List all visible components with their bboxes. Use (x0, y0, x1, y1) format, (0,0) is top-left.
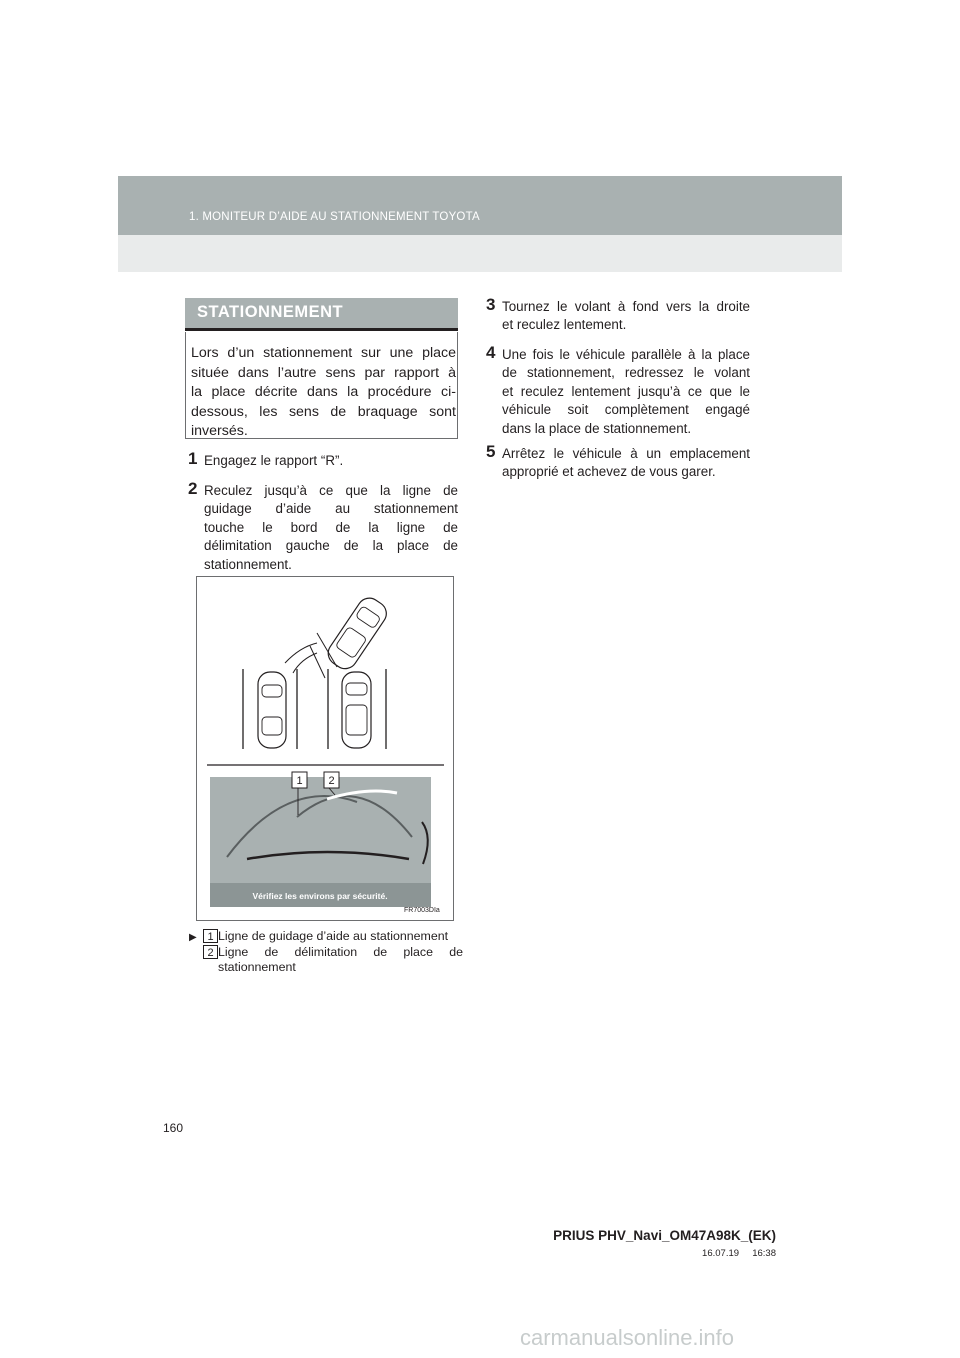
note-line: située dans l’autre sens par rapport à (191, 364, 456, 381)
watermark: carmanualsonline.info (520, 1325, 735, 1350)
section-title: STATIONNEMENT (197, 303, 344, 321)
document-date: 16.07.19 16:38 (702, 1248, 776, 1259)
step-4 (486, 343, 750, 438)
note-line: inversés. (191, 423, 248, 439)
step-line: Arrêtez le véhicule à un emplacement (502, 446, 750, 461)
parking-illustration (197, 577, 453, 920)
chapter-title: 1. MONITEUR D’AIDE AU STATIONNEMENT TOYOTA (189, 211, 480, 223)
legend-line: stationnement (218, 960, 296, 974)
step-number: 1 (188, 449, 198, 468)
step-line: guidage d’aide au stationnement (204, 501, 458, 517)
callout-label: 2 (328, 775, 335, 787)
step-line: touche le bord de la ligne de (204, 519, 458, 535)
parked-car-left (258, 672, 286, 748)
step-number: 5 (486, 442, 496, 461)
note-line: dessous, les sens de braquage sont (191, 403, 456, 420)
callout-1 (292, 772, 307, 788)
step-line: et reculez lentement. (502, 317, 627, 333)
step-line: délimitation gauche de la place de (204, 538, 458, 554)
page-number: 160 (163, 1121, 184, 1135)
legend-number: 1 (203, 929, 218, 943)
legend-line: Ligne de délimitation de place de (218, 945, 463, 959)
legend-text (218, 929, 463, 944)
header-band (118, 176, 842, 235)
parking-diagram (196, 576, 454, 921)
step-line: Une fois le véhicule parallèle à la place (502, 347, 750, 362)
step-line: Tournez le volant à fond vers la droite (502, 299, 750, 314)
document-id: PRIUS PHV_Navi_OM47A98K_(EK) (553, 1228, 776, 1243)
figure-code: FR7003DIa (404, 907, 440, 914)
callout-label: 1 (296, 775, 303, 787)
step-1 (188, 449, 460, 470)
step-2 (188, 479, 458, 574)
section-note (191, 344, 456, 442)
callout-2 (324, 772, 339, 788)
screen-message: Vérifiez les environs par sécurité. (252, 891, 388, 901)
note-line: la place décrite dans la procédure ci- (191, 384, 456, 400)
legend-text (218, 945, 463, 975)
step-line: de stationnement, redressez le volant (502, 365, 750, 381)
step-line: Engagez le rapport “R”. (204, 453, 344, 468)
legend-line: Ligne de guidage d’aide au stationnement (218, 929, 449, 943)
parked-car-right (342, 672, 371, 748)
arrow-icon: ▶ (189, 932, 197, 943)
step-number: 4 (486, 343, 496, 362)
step-3 (486, 295, 750, 335)
step-5 (486, 442, 750, 482)
note-line: Lors d’un stationnement sur une place (191, 345, 456, 361)
step-number: 2 (188, 479, 198, 498)
step-number: 3 (486, 295, 496, 314)
step-line: véhicule soit complètement engagé (502, 402, 750, 418)
camera-screen (210, 777, 431, 907)
step-line: approprié et achevez de vous garer. (502, 464, 716, 480)
step-line: stationnement. (204, 556, 292, 572)
legend-number: 2 (203, 945, 218, 959)
step-line: et reculez lentement jusqu’à ce que le (502, 383, 750, 399)
step-line: dans la place de stationnement. (502, 420, 692, 436)
section-heading (185, 298, 458, 331)
header-subband (118, 235, 842, 272)
step-line: Reculez jusqu’à ce que la ligne de (204, 483, 458, 498)
